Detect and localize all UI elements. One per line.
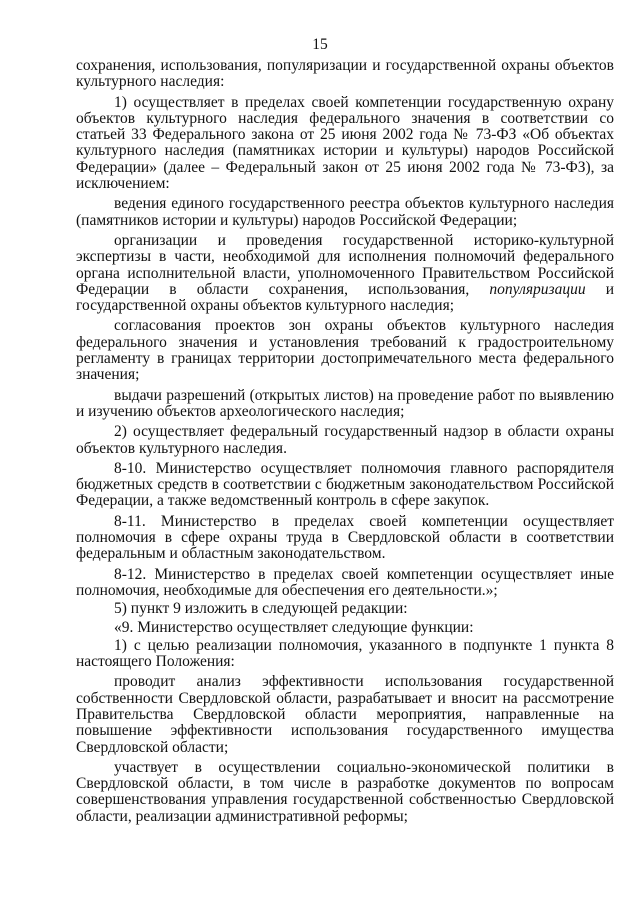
expertise-text-end: и государственной охраны объектов культурного наследия;: [76, 280, 614, 315]
expertise-text: организации и проведения государственной историко-культурной экспертизы в части, необходимой для исполнения полномочий федерального органа исполнительной власти, уполномоченного Правительством Российской Федерации в области сохранения, использования,: [76, 231, 614, 298]
paragraph-9-participation: участвует в осуществлении социально-экономической политики в Свердловской области, в том числе в разработке документов по вопросам совершенствования управления государственной собственностью Свердловской области, реализации административной реформы;: [76, 758, 614, 825]
page-number: 15: [312, 36, 328, 53]
paragraph-item-2: 2) осуществляет федеральный государственный надзор в области охраны объектов культурного наследия.: [76, 423, 614, 457]
document-body: [76, 58, 614, 829]
paragraph-9-intro: «9. Министерство осуществляет следующие функции:: [114, 618, 474, 636]
paragraph-continuation: сохранения, использования, популяризации и государственной охраны объектов культурного наследия:: [76, 57, 614, 91]
paragraph-exception-zones: согласования проектов зон охраны объектов культурного наследия федерального значения и установления требований к градостроительному регламенту в границах территории достопримечательного места федерального значения;: [76, 317, 614, 384]
paragraph-8-11: 8-11. Министерство в пределах своей компетенции осуществляет полномочия в сфере охраны труда в Свердловской области в соответствии федеральным и областным законодательством.: [76, 512, 614, 563]
paragraph-exception-registry: ведения единого государственного реестра объектов культурного наследия (памятников истории и культуры) народов Российской Федерации;: [76, 195, 614, 229]
popularization-word: популяризации: [489, 280, 586, 298]
paragraph-exception-permits: выдачи разрешений (открытых листов) на проведение работ по выявлению и изучению объектов археологического наследия;: [76, 386, 614, 420]
paragraph-exception-expertise: [76, 233, 614, 314]
paragraph-9-analysis: проводит анализ эффективности использования государственной собственности Свердловской области, разрабатывает и вносит на рассмотрение Правительства Свердловской области мероприятия, направленные на повышение эффективности использования государственного имущества Свердловской области;: [76, 673, 614, 756]
paragraph-8-12: 8-12. Министерство в пределах своей компетенции осуществляет иные полномочия, необходимые для обеспечения его деятельности.»;: [76, 565, 614, 599]
paragraph-item-1: 1) осуществляет в пределах своей компетенции государственную охрану объектов культурного наследия федерального значения в соответствии со статьей 33 Федерального закона от 25 июня 2002 года № 73-ФЗ «Об объектах культурного наследия (памятниках истории и культуры) народов Российской Федерации» (далее – Федеральный закон от 25 июня 2002 года № 73-ФЗ), за исключением:: [76, 93, 614, 193]
paragraph-point-5: 5) пункт 9 изложить в следующей редакции:: [114, 600, 408, 618]
paragraph-8-10: 8-10. Министерство осуществляет полномочия главного распорядителя бюджетных средств в соответствии с бюджетным законодательством Российской Федерации, а также ведомственный контроль в сфере закупок.: [76, 459, 614, 510]
paragraph-9-item-1: 1) с целью реализации полномочия, указанного в подпункте 1 пункта 8 настоящего Положения:: [76, 636, 614, 671]
